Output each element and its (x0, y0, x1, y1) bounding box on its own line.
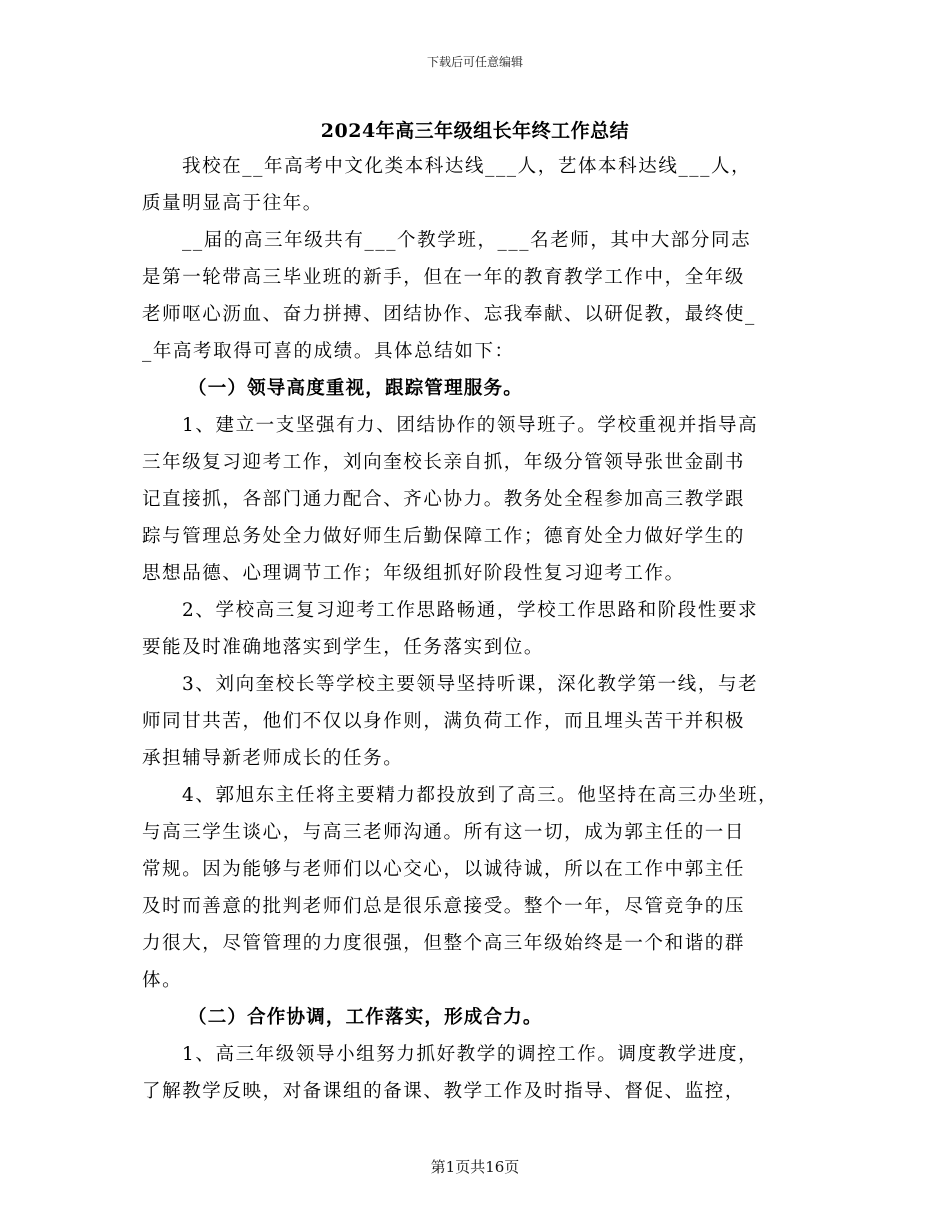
paragraph-line: 思想品德、心理调节工作；年级组抓好阶段性复习迎考工作。 (142, 563, 685, 584)
document-title: 2024年高三年级组长年终工作总结 (320, 120, 630, 142)
document-body (142, 148, 812, 1110)
paragraph-line: 三年级复习迎考工作，刘向奎校长亲自抓，年级分管领导张世金副书 (142, 452, 746, 473)
paragraph-line: 与高三学生谈心，与高三老师沟通。所有这一切，成为郭主任的一日 (142, 822, 746, 843)
page-footer: 第1页共16页 (430, 1158, 520, 1176)
paragraph-line: 及时而善意的批判老师们总是很乐意接受。整个一年，尽管竞争的压 (142, 896, 746, 917)
paragraph-line: _年高考取得可喜的成绩。具体总结如下： (142, 341, 515, 362)
paragraph-line: 力很大，尽管管理的力度很强，但整个高三年级始终是一个和谐的群 (142, 933, 746, 954)
paragraph-line: 师同甘共苦，他们不仅以身作则，满负荷工作，而且埋头苦干并积极 (142, 711, 746, 732)
paragraph-line: 1、建立一支坚强有力、团结协作的领导班子。学校重视并指导高 (182, 415, 759, 436)
paragraph-line: 老师呕心沥血、奋力拼搏、团结协作、忘我奉献、以研促教，最终使_ (142, 304, 756, 325)
paragraph-line: 3、刘向奎校长等学校主要领导坚持听课，深化教学第一线，与老 (182, 674, 759, 695)
paragraph-line: 踪与管理总务处全力做好师生后勤保障工作；德育处全力做好学生的 (142, 526, 746, 547)
paragraph-line: 1、高三年级领导小组努力抓好教学的调控工作。调度教学进度， (182, 1044, 759, 1065)
paragraph-line: 记直接抓，各部门通力配合、齐心协力。教务处全程参加高三教学跟 (142, 489, 746, 510)
paragraph-line: 是第一轮带高三毕业班的新手，但在一年的教育教学工作中，全年级 (142, 267, 746, 288)
paragraph-line: 我校在__年高考中文化类本科达线___人，艺体本科达线___人， (182, 156, 752, 177)
paragraph-line: 质量明显高于往年。 (142, 193, 323, 214)
section-heading: （一）领导高度重视，跟踪管理服务。 (188, 378, 523, 399)
paragraph-line: 要能及时准确地落实到学生，任务落实到位。 (142, 637, 545, 658)
paragraph-line: 承担辅导新老师成长的任务。 (142, 748, 404, 769)
section-heading: （二）合作协调，工作落实，形成合力。 (188, 1007, 543, 1028)
paragraph-line: __届的高三年级共有___个教学班，___名老师，其中大部分同志 (182, 230, 752, 251)
paragraph-line: 了解教学反映，对备课组的备课、教学工作及时指导、督促、监控， (142, 1081, 746, 1102)
paragraph-line: 4、郭旭东主任将主要精力都投放到了高三。他坚持在高三办坐班， (182, 785, 779, 806)
header-note: 下载后可任意编辑 (426, 55, 523, 69)
paragraph-line: 常规。因为能够与老师们以心交心，以诚待诚，所以在工作中郭主任 (142, 859, 746, 880)
paragraph-line: 2、学校高三复习迎考工作思路畅通，学校工作思路和阶段性要求 (182, 600, 759, 621)
paragraph-line: 体。 (142, 970, 183, 991)
